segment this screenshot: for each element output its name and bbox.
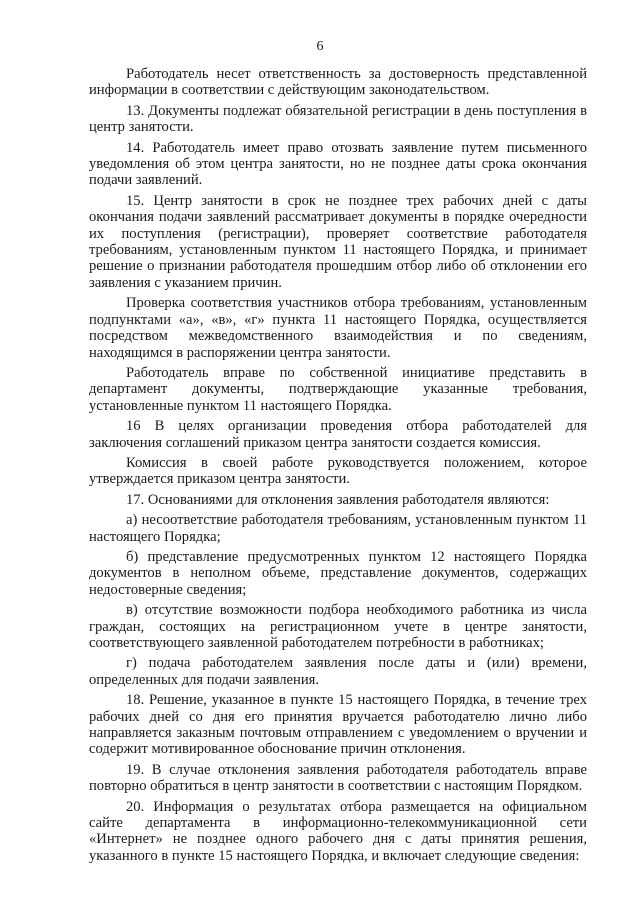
paragraph-17-b: б) представление предусмотренных пунктом 12 настоящего Порядка документов в неполном объеме, представление документов, содержащих недостоверные сведения; [89, 548, 587, 598]
paragraph-18: 18. Решение, указанное в пункте 15 настоящего Порядка, в течение трех рабочих дней со дня его принятия вручается работодателю лично либо направляется заказным почтовым отправлением с уведомлением о вручении и содержит мотивированное обоснование причин отклонения. [89, 692, 587, 758]
paragraph-responsibility: Работодатель несет ответственность за достоверность представленной информации в соответствии с действующим законодательством. [89, 66, 587, 99]
paragraph-17-g: г) подача работодателем заявления после даты и (или) времени, определенных для подачи заявления. [89, 655, 587, 688]
paragraph-13: 13. Документы подлежат обязательной регистрации в день поступления в центр занятости. [89, 102, 587, 136]
paragraph-15: 15. Центр занятости в срок не позднее трех рабочих дней с даты окончания подачи заявлений рассматривает документы в порядке очередности их поступления (регистрации), проверяет соответствие работодателя требованиям, установленным пунктом 11 настоящего Порядка, и принимает решение о признании работодателя прошедшим отбор либо об отклонении его заявления с указанием причин. [89, 192, 587, 291]
paragraph-19: 19. В случае отклонения заявления работодателя работодатель вправе повторно обратиться в центр занятости в соответствии с настоящим Порядком. [89, 761, 587, 795]
paragraph-20: 20. Информация о результатах отбора размещается на официальном сайте департамента в информационно-телекоммуникационной сети «Интернет» не позднее одного рабочего дня с даты принятия решения, указанного в пункте 15 настоящего Порядка, и включает следующие сведения: [89, 798, 587, 864]
document-body [89, 66, 587, 864]
paragraph-14: 14. Работодатель имеет право отозвать заявление путем письменного уведомления об этом центра занятости, но не позднее даты срока окончания подачи заявлений. [89, 139, 587, 189]
paragraph-17-v: в) отсутствие возможности подбора необходимого работника из числа граждан, состоящих на регистрационном учете в центре занятости, соответствующего заявленной работодателем потребности в работниках; [89, 602, 587, 651]
paragraph-15-verification: Проверка соответствия участников отбора требованиям, установленным подпунктами «а», «в», «г» пункта 11 настоящего Порядка, осуществляется посредством межведомственного взаимодействия и по сведениям, находящимся в распоряжении центра занятости. [89, 295, 587, 361]
paragraph-15-own-initiative: Работодатель вправе по собственной инициативе представить в департамент документы, подтверждающие указанные требования, установленные пунктом 11 настоящего Порядка. [89, 364, 587, 414]
paragraph-17-a: а) несоответствие работодателя требованиям, установленным пунктом 11 настоящего Порядка; [89, 512, 587, 545]
paragraph-16-commission: Комиссия в своей работе руководствуется положением, которое утверждается приказом центра занятости. [89, 454, 587, 488]
paragraph-16: 16 В целях организации проведения отбора работодателей для заключения соглашений приказом центра занятости создается комиссия. [89, 418, 587, 451]
paragraph-17: 17. Основаниями для отклонения заявления работодателя являются: [126, 491, 550, 508]
page-number: 6 [316, 39, 324, 54]
